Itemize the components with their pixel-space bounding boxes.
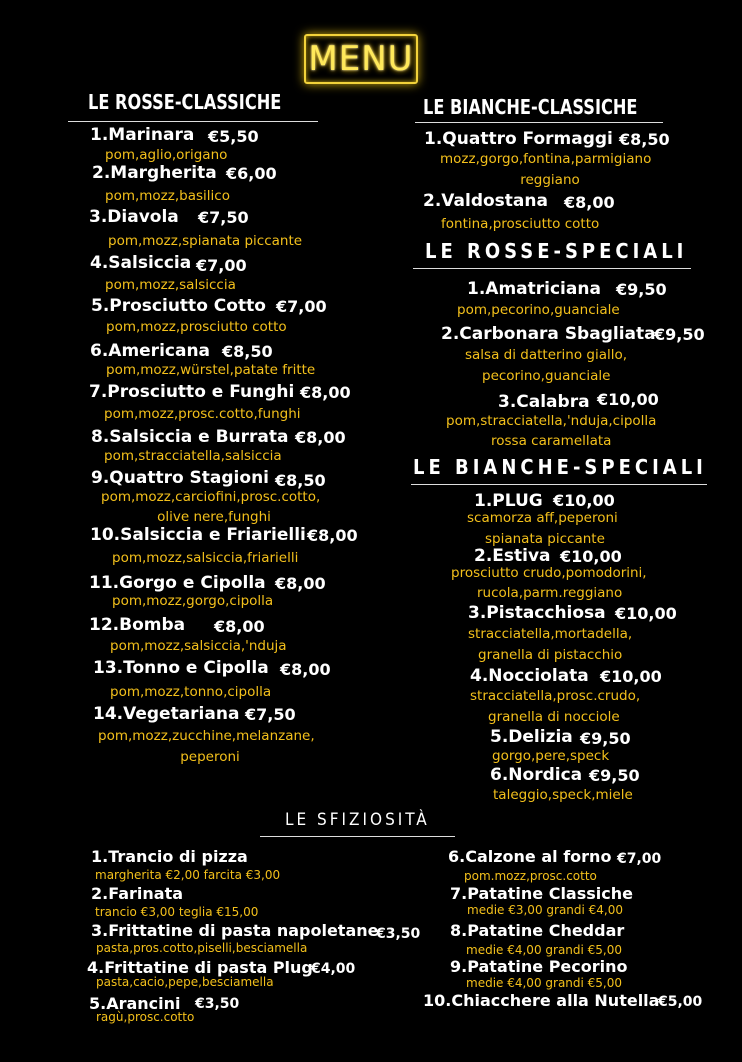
- item-price: €8,00: [307, 526, 358, 545]
- item-desc: ragù,prosc.cotto: [96, 1010, 195, 1024]
- item-name: 2.Carbonara Sbagliata: [441, 324, 656, 344]
- item-name: 2.Margherita: [92, 163, 217, 183]
- item-desc: margherita €2,00 farcita €3,00: [95, 868, 281, 882]
- item-name: 1.Amatriciana: [467, 279, 601, 299]
- item-desc-line2: pecorino,guanciale: [482, 368, 611, 384]
- section-title-sfiziosita: LE SFIZIOSITÀ: [285, 810, 430, 830]
- item-name: 6.Calzone al forno: [448, 847, 612, 866]
- item-desc: pom,mozz,carciofini,prosc.cotto,: [101, 489, 321, 505]
- item-desc: medie €4,00 grandi €5,00: [466, 976, 623, 990]
- item-price: €3,50: [195, 996, 240, 1012]
- item-name: 8.Patatine Cheddar: [450, 921, 625, 940]
- item-name: 7.Prosciutto e Funghi: [89, 382, 295, 402]
- item-desc: pom,pecorino,guanciale: [457, 302, 620, 318]
- section-divider: [260, 836, 455, 837]
- item-name: 8.Salsiccia e Burrata: [91, 427, 289, 447]
- item-desc: stracciatella,prosc.crudo,: [470, 688, 641, 704]
- item-name: 14.Vegetariana: [93, 704, 240, 724]
- item-price: €9,50: [580, 729, 631, 748]
- item-desc-line2: granella di pistacchio: [478, 647, 623, 663]
- item-name: 3.Diavola: [89, 207, 179, 227]
- item-price: €4,00: [311, 961, 356, 977]
- item-name: 3.Calabra: [498, 392, 590, 412]
- item-name: 5.Prosciutto Cotto: [91, 296, 266, 316]
- item-name: 13.Tonno e Cipolla: [93, 658, 269, 678]
- item-name: 6.Nordica: [490, 765, 583, 785]
- item-price: €8,00: [564, 193, 615, 212]
- item-price: €10,00: [615, 604, 677, 623]
- item-name: 2.Farinata: [91, 884, 184, 903]
- item-price: €7,00: [276, 297, 327, 316]
- item-name: 2.Estiva: [474, 546, 551, 566]
- item-name: 12.Bomba: [89, 615, 186, 635]
- item-price: €9,50: [654, 325, 705, 344]
- item-name: 3.Pistacchiosa: [468, 603, 606, 623]
- menu-logo: MENU: [304, 34, 418, 84]
- item-desc: pasta,pros.cotto,piselli,besciamella: [96, 941, 308, 955]
- item-desc-line2: spianata piccante: [485, 531, 605, 547]
- item-desc: gorgo,pere,speck: [492, 748, 610, 764]
- item-price: €9,50: [589, 766, 640, 785]
- item-desc-line2: olive nere,funghi: [157, 509, 271, 525]
- item-name: 3.Frittatine di pasta napoletane: [91, 921, 379, 940]
- item-price: €3,50: [376, 926, 421, 942]
- item-price: €7,00: [196, 256, 247, 275]
- item-desc: pom,mozz,prosc.cotto,funghi: [104, 406, 301, 422]
- item-price: €8,50: [619, 130, 670, 149]
- item-name: 4.Nocciolata: [470, 666, 589, 686]
- item-price: €5,50: [208, 127, 259, 146]
- section-divider: [413, 268, 691, 269]
- item-price: €6,00: [226, 164, 277, 183]
- section-divider: [411, 484, 707, 485]
- item-desc: pasta,cacio,pepe,besciamella: [96, 975, 274, 989]
- item-name: 4.Salsiccia: [90, 253, 192, 273]
- section-title-rosse-speciali: LE ROSSE-SPECIALI: [425, 239, 688, 263]
- item-price: €10,00: [597, 390, 659, 409]
- item-desc: pom,mozz,tonno,cipolla: [110, 684, 272, 700]
- item-desc: scamorza aff,peperoni: [467, 510, 618, 526]
- item-name: 6.Americana: [90, 341, 211, 361]
- item-name: 11.Gorgo e Cipolla: [89, 573, 266, 593]
- item-desc: pom,stracciatella,salsiccia: [104, 448, 282, 464]
- item-name: 4.Frittatine di pasta Plug: [87, 958, 313, 977]
- item-desc: pom,mozz,prosciutto cotto: [106, 319, 287, 335]
- item-price: €8,00: [280, 660, 331, 679]
- section-title-rosse-classiche: LE ROSSE-CLASSICHE: [88, 90, 282, 114]
- item-desc: pom,mozz,salsiccia: [105, 277, 236, 293]
- item-price: €7,50: [198, 208, 249, 227]
- section-divider: [68, 121, 318, 122]
- item-desc: pom,mozz,salsiccia,'nduja: [110, 638, 287, 654]
- item-name: 9.Patatine Pecorino: [450, 957, 628, 976]
- item-name: 1.Trancio di pizza: [91, 847, 248, 866]
- item-desc-line2: granella di nocciole: [488, 709, 620, 725]
- item-desc: medie €3,00 grandi €4,00: [467, 903, 624, 917]
- item-price: €8,00: [295, 428, 346, 447]
- item-desc: pom,aglio,origano: [105, 147, 228, 163]
- item-desc-line2: reggiano: [520, 172, 580, 188]
- item-desc: pom,mozz,würstel,patate fritte: [106, 362, 316, 378]
- item-desc-line2: rucola,parm.reggiano: [477, 585, 623, 601]
- item-name: 1.Marinara: [90, 125, 195, 145]
- item-price: €9,50: [616, 280, 667, 299]
- item-desc: taleggio,speck,miele: [493, 787, 633, 803]
- item-name: 2.Valdostana: [423, 191, 548, 211]
- item-price: €5,00: [658, 994, 703, 1010]
- item-price: €8,50: [222, 342, 273, 361]
- item-price: €7,00: [617, 851, 662, 867]
- item-name: 10.Salsiccia e Friarielli: [90, 525, 306, 545]
- item-desc: pom,mozz,basilico: [105, 188, 230, 204]
- item-desc-line2: rossa caramellata: [491, 433, 612, 449]
- item-price: €10,00: [600, 667, 662, 686]
- item-price: €7,50: [245, 705, 296, 724]
- item-desc: salsa di datterino giallo,: [465, 347, 628, 363]
- item-desc: medie €4,00 grandi €5,00: [466, 943, 623, 957]
- item-desc: prosciutto crudo,pomodorini,: [451, 565, 647, 581]
- item-desc: pom,stracciatella,'nduja,cipolla: [446, 413, 657, 429]
- item-desc: pom,mozz,salsiccia,friarielli: [112, 550, 299, 566]
- item-name: 7.Patatine Classiche: [450, 884, 633, 903]
- item-name: 9.Quattro Stagioni: [91, 468, 269, 488]
- item-price: €8,50: [275, 471, 326, 490]
- item-desc: pom,mozz,spianata piccante: [108, 233, 303, 249]
- item-name: 5.Delizia: [490, 727, 573, 747]
- item-price: €8,00: [214, 617, 265, 636]
- section-divider: [415, 122, 663, 123]
- item-desc: stracciatella,mortadella,: [468, 626, 633, 642]
- item-desc: fontina,prosciutto cotto: [441, 216, 600, 232]
- item-name: 1.Quattro Formaggi: [424, 129, 613, 149]
- item-name: 1.PLUG: [474, 491, 543, 511]
- item-price: €8,00: [300, 383, 351, 402]
- item-desc-line2: peperoni: [180, 749, 240, 765]
- item-desc: pom.mozz,prosc.cotto: [464, 869, 597, 883]
- item-name: 5.Arancini: [89, 994, 181, 1013]
- section-title-bianche-speciali: LE BIANCHE-SPECIALI: [413, 455, 707, 479]
- item-price: €10,00: [553, 491, 615, 510]
- item-price: €10,00: [560, 547, 622, 566]
- section-title-bianche-classiche: LE BIANCHE-CLASSICHE: [423, 95, 638, 119]
- item-desc: mozz,gorgo,fontina,parmigiano: [440, 151, 652, 167]
- item-desc: trancio €3,00 teglia €15,00: [95, 905, 259, 919]
- item-desc: pom,mozz,zucchine,melanzane,: [98, 728, 315, 744]
- item-desc: pom,mozz,gorgo,cipolla: [112, 593, 274, 609]
- item-name: 10.Chiacchere alla Nutella: [423, 991, 660, 1010]
- item-price: €8,00: [275, 574, 326, 593]
